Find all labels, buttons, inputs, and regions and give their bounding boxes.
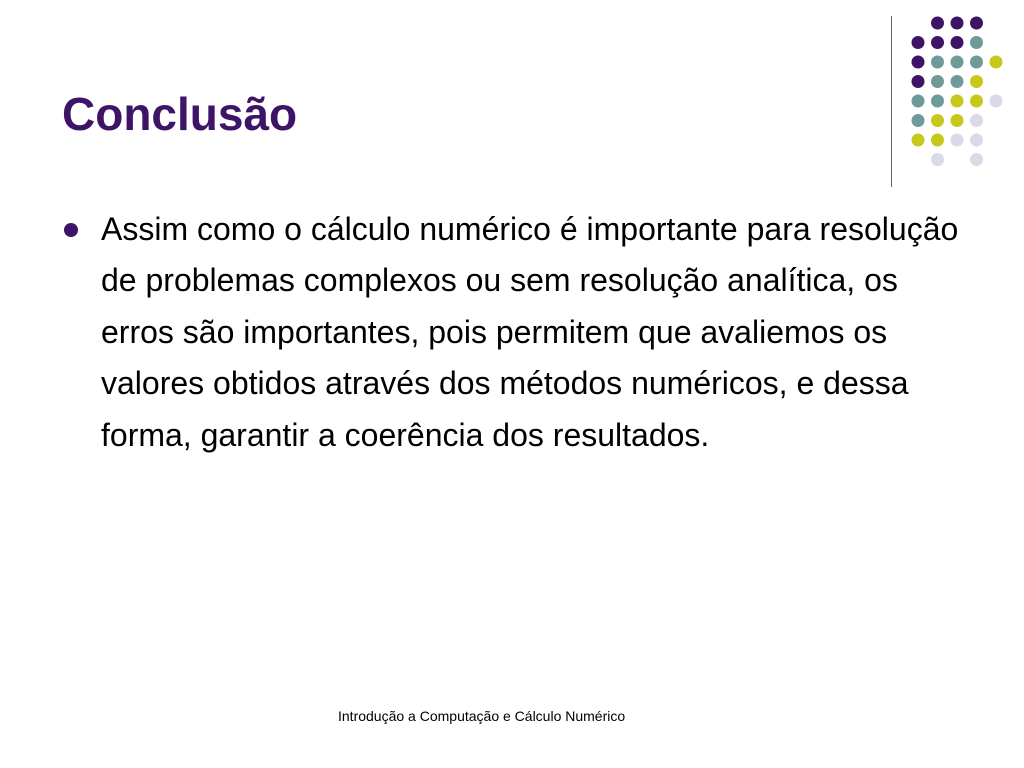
decorative-dot	[970, 134, 983, 147]
decorative-dot	[951, 134, 964, 147]
decorative-dot	[931, 114, 944, 127]
decorative-dot	[990, 56, 1003, 69]
bullet-list	[62, 204, 962, 461]
decorative-dot	[912, 36, 925, 49]
decorative-dot	[951, 75, 964, 88]
slide-footer: Introdução a Computação e Cálculo Numérico	[338, 708, 626, 724]
bullet-dot-icon	[64, 223, 78, 237]
decorative-dot	[912, 75, 925, 88]
bullet-text: Assim como o cálculo numérico é importante para resolução de problemas complexos ou sem resolução analítica, os erros são importantes, pois permitem que avaliemos os valores obtidos através dos métodos numéricos, e dessa forma, garantir a coerência dos resultados.	[101, 211, 959, 453]
decorative-dot	[931, 153, 944, 166]
decorative-dot	[931, 36, 944, 49]
decorative-dot	[970, 56, 983, 69]
decorative-dot	[931, 75, 944, 88]
decorative-dot	[970, 17, 983, 30]
decorative-dot	[931, 56, 944, 69]
decorative-dot	[951, 114, 964, 127]
decorative-dot	[931, 95, 944, 108]
decorative-dot	[951, 36, 964, 49]
decorative-divider	[891, 16, 892, 187]
decorative-dot	[970, 114, 983, 127]
decorative-dot	[951, 56, 964, 69]
decorative-dot	[970, 75, 983, 88]
decorative-dot	[931, 134, 944, 147]
decorative-dot	[912, 134, 925, 147]
decorative-dot	[931, 17, 944, 30]
decorative-dot	[912, 114, 925, 127]
bullet-item	[62, 204, 962, 461]
decorative-dot	[990, 95, 1003, 108]
decorative-dot	[970, 153, 983, 166]
decorative-dot	[912, 56, 925, 69]
decorative-dot	[951, 17, 964, 30]
slide-title: Conclusão	[62, 88, 298, 140]
decorative-dot	[970, 36, 983, 49]
decorative-dot	[970, 95, 983, 108]
decorative-dot	[951, 95, 964, 108]
decorative-dot	[912, 95, 925, 108]
